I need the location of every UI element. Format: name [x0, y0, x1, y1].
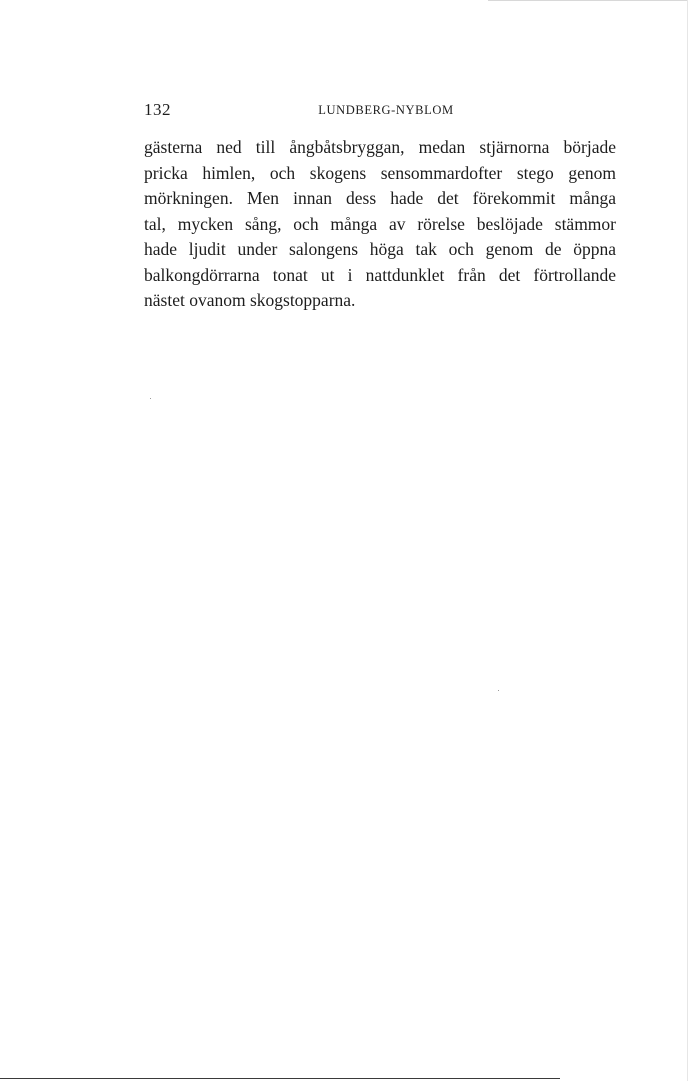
- text-line: hade ljudit under salongens höga tak och genom de öppna: [144, 239, 616, 259]
- text-line: pricka himlen, och skogens sensommardofter stego genom: [144, 162, 616, 183]
- page-header: [144, 100, 616, 124]
- text-line: nästet ovanom skogstopparna.: [144, 290, 356, 310]
- paper-speck: [150, 398, 151, 399]
- page-number: 132: [144, 100, 171, 119]
- body-paragraph: [144, 135, 616, 314]
- text-line: gästerna ned till ångbåtsbryggan, medan stjärnorna började: [144, 137, 616, 157]
- running-head: LUNDBERG-NYBLOM: [318, 103, 454, 117]
- page-top-edge: [488, 0, 688, 1]
- paper-speck: [498, 690, 499, 691]
- page-bottom-edge: [0, 1078, 560, 1079]
- text-line: mörkningen. Men innan dess hade det förekommit många: [144, 188, 616, 208]
- text-line: tal, mycken sång, och många av rörelse beslöjade stämmor: [144, 213, 616, 234]
- text-line: balkongdörrarna tonat ut i nattdunklet från det förtrollande: [144, 264, 616, 285]
